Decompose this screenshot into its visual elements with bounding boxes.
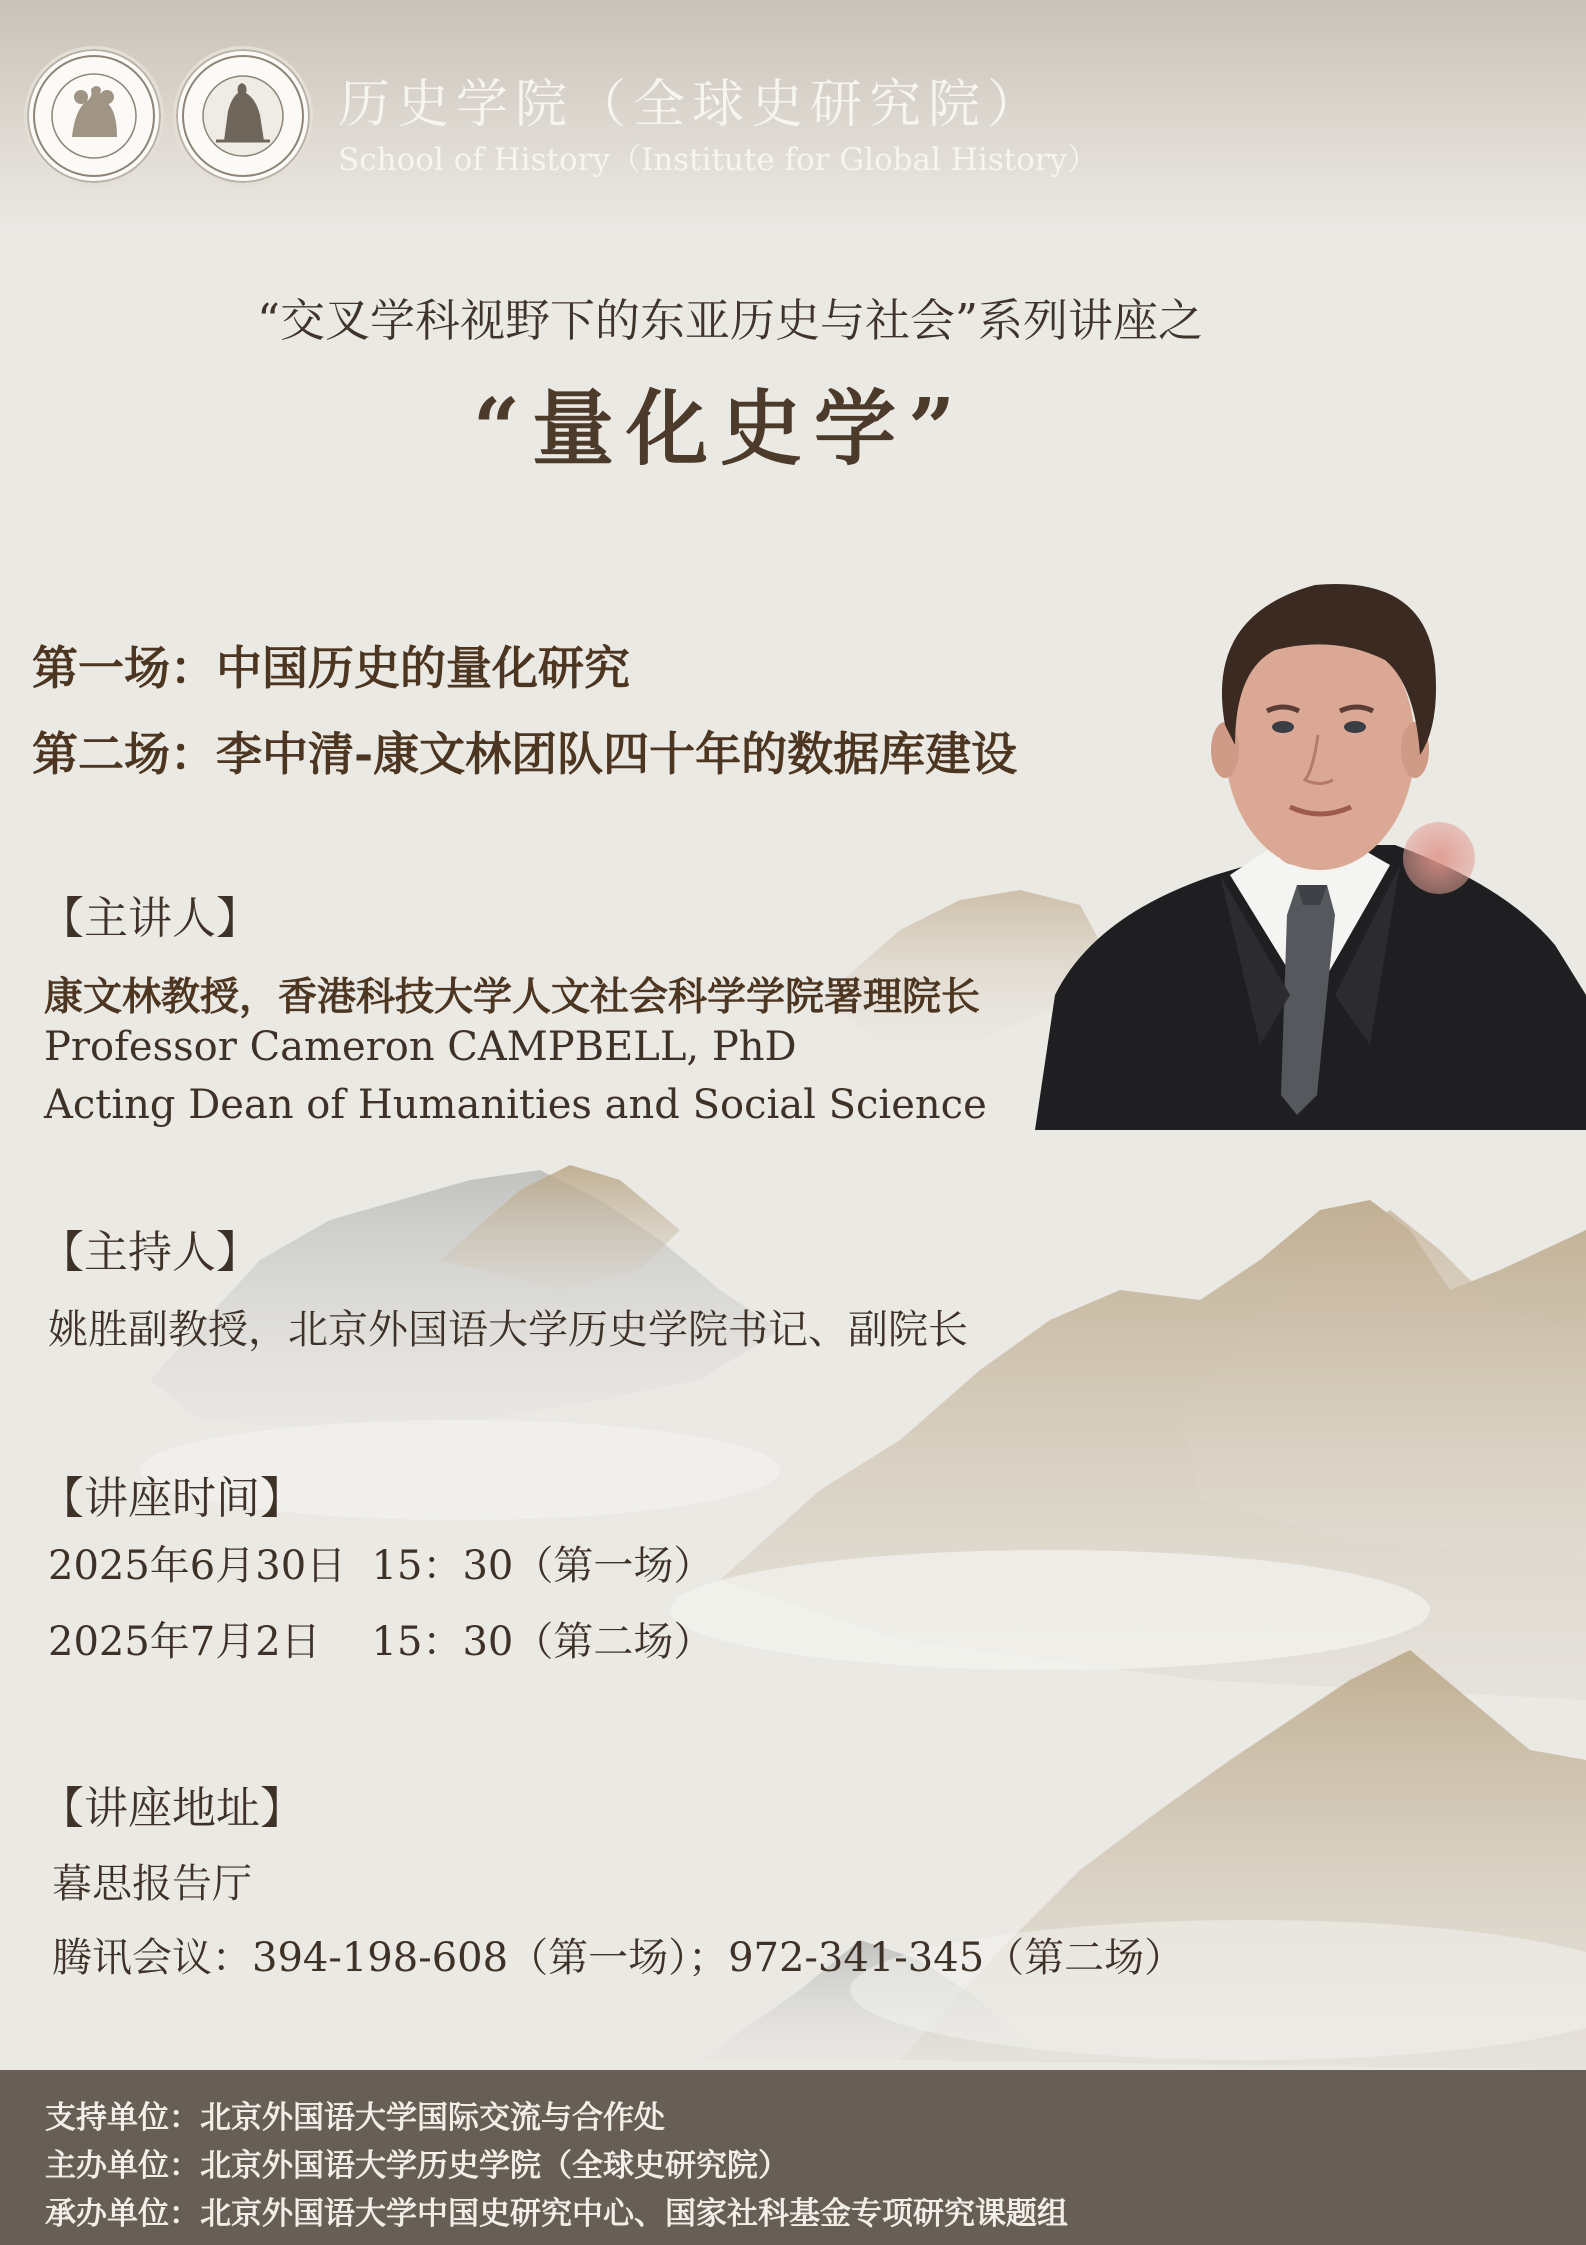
speaker-heading: 【主讲人】 (40, 893, 260, 944)
institute-for-global-history-logo (173, 46, 313, 186)
red-seal-mark (1403, 822, 1475, 894)
undertaker-unit: 承办单位：北京外国语大学中国史研究中心、国家社科基金专项研究课题组 (45, 2196, 1068, 2232)
speaker-name-cn: 康文林教授，香港科技大学人文社会科学学院署理院长 (44, 974, 981, 1020)
speaker-portrait (1035, 575, 1586, 1130)
institute-for-global-history-seal-icon (176, 49, 310, 183)
session-two-title: 第二场：李中清-康文林团队四十年的数据库建设 (32, 727, 1018, 781)
lecture-series-title: “交叉学科视野下的东亚历史与社会”系列讲座之 (256, 294, 1203, 347)
time-slot-two: 2025年7月2日 15：30（第二场） (48, 1619, 714, 1665)
time-slot-one: 2025年6月30日 15：30（第一场） (48, 1543, 714, 1589)
host-heading: 【主持人】 (40, 1227, 260, 1278)
venue-heading: 【讲座地址】 (40, 1783, 304, 1834)
support-unit: 支持单位：北京外国语大学国际交流与合作处 (45, 2100, 665, 2136)
time-heading: 【讲座时间】 (40, 1473, 304, 1524)
session-one-title: 第一场：中国历史的量化研究 (32, 641, 630, 695)
speaker-title-en: Acting Dean of Humanities and Social Science (44, 1082, 987, 1128)
school-of-history-logo (24, 46, 164, 186)
lecture-topic-title: “量化史学” (472, 381, 968, 477)
speaker-name-en: Professor Cameron CAMPBELL, PhD (44, 1024, 797, 1070)
institute-name-cn: 历史学院（全球史研究院） (338, 75, 1047, 135)
speaker-portrait-image (1035, 575, 1586, 1130)
organizer-unit: 主办单位：北京外国语大学历史学院（全球史研究院） (45, 2148, 789, 2184)
school-of-history-seal-icon (27, 49, 161, 183)
institute-name-en: School of History（Institute for Global History） (338, 142, 1099, 178)
venue-tencent-meeting: 腾讯会议：394-198-608（第一场）；972-341-345（第二场） (52, 1935, 1185, 1981)
host-name: 姚胜副教授，北京外国语大学历史学院书记、副院长 (48, 1307, 968, 1353)
venue-room: 暮思报告厅 (52, 1861, 252, 1907)
